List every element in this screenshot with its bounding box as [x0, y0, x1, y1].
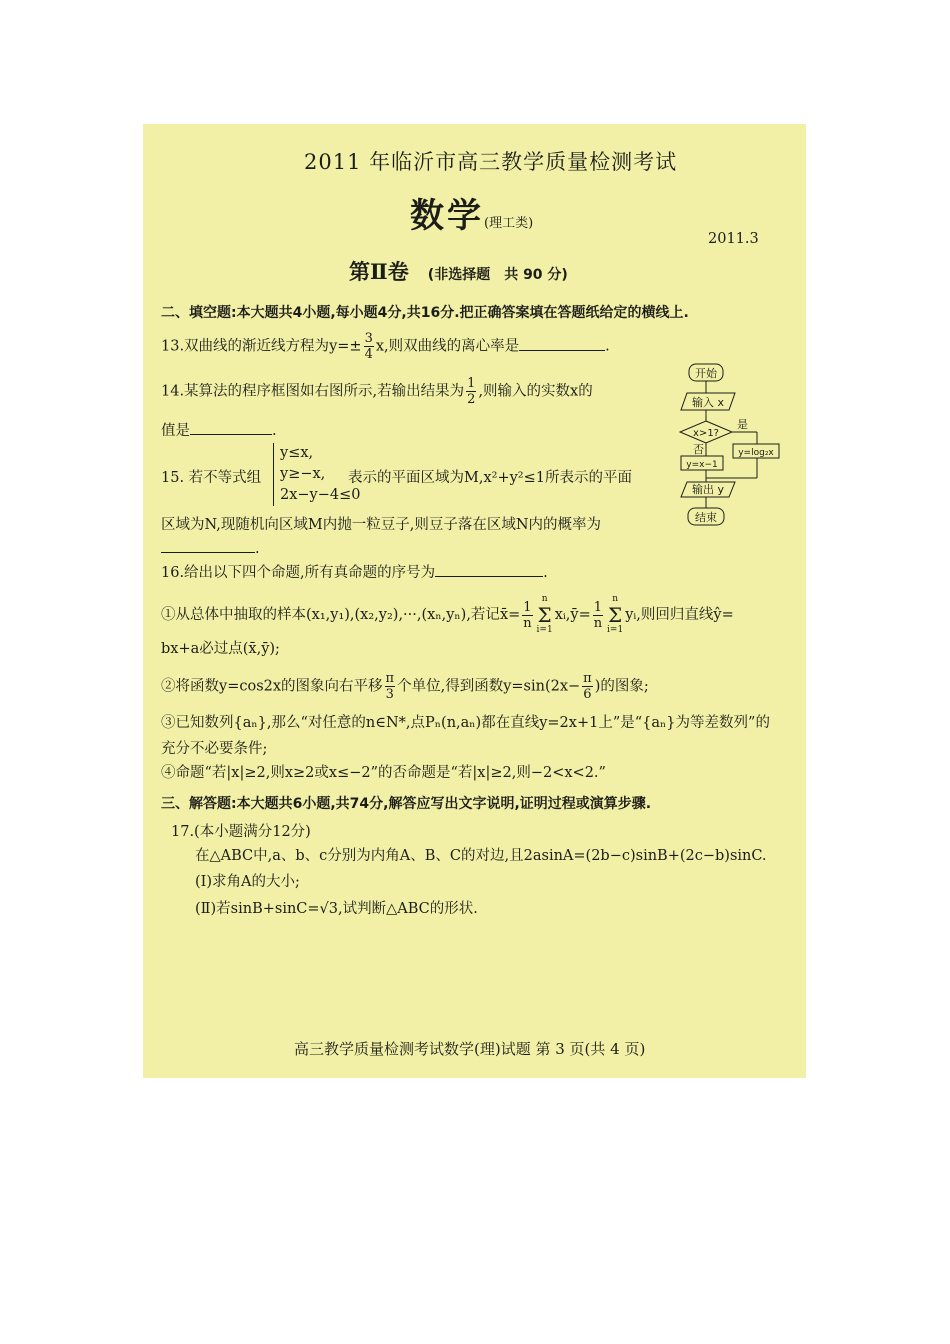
q16-p1-sigma-2: n Σ i=1 [607, 594, 624, 635]
subject-name: 数学 [410, 196, 484, 236]
question-14 [161, 376, 593, 407]
q15-end: . [255, 541, 260, 557]
q17-stem: 在△ABC中,a、b、c分别为内角A、B、C的对边,且2asinA=(2b−c)sinB+(2c−b)sinC. [195, 848, 767, 864]
q14-answer-blank [190, 434, 272, 435]
q16-end: . [543, 565, 548, 581]
q16-proposition-2 [161, 671, 649, 702]
exam-sheet [143, 124, 806, 1078]
q16-p2-frac2-num: π [583, 671, 592, 686]
volume-note: (非选择题 共 90 分) [427, 267, 568, 283]
exam-title: 2011 年临沂市高三教学质量检测考试 [304, 150, 678, 174]
q16-p1-sum1: xᵢ, [554, 607, 571, 623]
q15-text-b: 表示的平面区域为M,x²+y²≤1所表示的平面 [348, 470, 632, 486]
q15-answer-blank [161, 552, 255, 553]
subject-heading [410, 188, 533, 237]
q16-p1-frac-2 [593, 600, 603, 631]
q14-text-b: ,则输入的实数x的 [478, 383, 593, 400]
q16-p2-frac-2 [582, 671, 593, 702]
q16-p1-sum2: yᵢ,则回归直线ŷ= [625, 607, 734, 623]
section2-heading: 二、填空题:本大题共4小题,每小题4分,共16分.把正确答案填在答题纸给定的横线上. [161, 305, 689, 321]
q16-p3-a: ③已知数列{aₙ},那么“对任意的n∈N*,点Pₙ(n,aₙ)都在直线y=2x+1上”是“{aₙ}为等差数列”的 [161, 715, 770, 731]
flow-output-label: 输出 y [691, 483, 725, 496]
q14-fraction [466, 376, 476, 407]
q16-p1-frac1-num: 1 [523, 599, 532, 615]
q16-p1-sigma1-bot: i=1 [536, 625, 553, 635]
q15-ineq-2: y≥−x, [280, 466, 326, 482]
q16-p2-frac2-den: 6 [583, 687, 592, 702]
page-footer: 高三教学质量检测考试数学(理)试题 第 3 页(共 4 页) [294, 1040, 646, 1058]
q16-p2-c: )的图象; [594, 678, 649, 695]
q14-line2 [161, 422, 277, 440]
q13-text-a: 13.双曲线的渐近线方程为 [161, 338, 330, 355]
q16-p2-frac-1 [385, 671, 396, 702]
q16-p1-frac2-num: 1 [593, 599, 603, 615]
q15-line3 [161, 540, 260, 558]
q14-end: . [272, 423, 277, 439]
q14-frac-num: 1 [467, 376, 476, 391]
q16-p1-xbar: x̄= [499, 607, 521, 623]
flow-right-label: y=log₂x [738, 448, 774, 458]
section3-heading: 三、解答题:本大题共6小题,共74分,解答应写出文字说明,证明过程或演算步骤. [161, 796, 652, 812]
q15-text-c: 区域为N,现随机向区域M内抛一粒豆子,则豆子落在区域N内的概率为 [161, 517, 602, 533]
q17-label: 17.(本小题满分12分) [171, 824, 311, 840]
q14-text-c: 值是 [161, 423, 190, 439]
exam-date: 2011.3 [708, 231, 759, 247]
q15-ineq-3: 2x−y−4≤0 [280, 487, 361, 503]
q16-answer-blank [435, 576, 543, 577]
q17-part1: (Ⅰ)求角A的大小; [195, 874, 300, 890]
flow-no-label: 否 [693, 443, 704, 456]
q16-p1-ybar: ȳ= [570, 607, 591, 623]
question-13 [161, 331, 610, 362]
flow-input-label: 输入 x [691, 396, 725, 409]
volume-heading [349, 256, 568, 286]
q16-p2-frac1-num: π [385, 671, 395, 686]
subject-type: (理工类) [484, 216, 534, 231]
q15-prefix: 15. 若不等式组 [161, 470, 262, 486]
q16-p1-frac-1 [522, 600, 532, 631]
q13-frac-num: 3 [364, 331, 373, 346]
q16-p1-a: ①从总体中抽取的样本(x₁,y₁),(x₂,y₂),···,(xₙ,yₙ),若记 [161, 607, 500, 623]
q16-p1-sigma2-bot: i=1 [607, 625, 624, 635]
q16-p1-b: bx+a必过点(x̄,ȳ); [161, 641, 280, 657]
q13-fraction [364, 331, 374, 362]
q13-end: . [605, 338, 610, 355]
q16-text: 16.给出以下四个命题,所有真命题的序号为 [161, 565, 436, 581]
q13-text-b: y=± [329, 338, 362, 355]
flowchart [673, 360, 783, 530]
q16-proposition-4: ④命题“若|x|≥2,则x≥2或x≤−2”的否命题是“若|x|≥2,则−2<x<2.” [161, 765, 606, 781]
flow-left-label: y=x−1 [686, 460, 718, 470]
q16-p1-sigma2-top: n [612, 594, 619, 604]
q15-ineq-1: y≤x, [280, 445, 314, 461]
q16-p2-b: 个单位,得到函数y=sin(2x− [397, 678, 581, 695]
flow-yes-label: 是 [737, 418, 748, 431]
flow-end-label: 结束 [695, 511, 717, 524]
flow-condition-label: x>1? [693, 428, 719, 439]
q17-part2: (Ⅱ)若sinB+sinC=√3,试判断△ABC的形状. [195, 901, 478, 917]
q14-text-a: 14.某算法的程序框图如右图所示,若输出结果为 [161, 383, 465, 400]
volume-label: 第Ⅱ卷 [349, 259, 409, 284]
q16-p1-frac2-den: n [593, 615, 603, 631]
q16-p1-frac1-den: n [523, 615, 532, 631]
flow-start-label: 开始 [695, 367, 717, 380]
q14-frac-den: 2 [467, 392, 476, 407]
q16-p1-sigma-1: n Σ i=1 [536, 594, 553, 635]
q13-frac-den: 4 [364, 347, 373, 362]
q16-p3-b: 充分不必要条件; [161, 741, 268, 757]
q16-p2-frac1-den: 3 [385, 687, 394, 702]
q16-p2-a: ②将函数y=cos2x的图象向右平移 [161, 678, 383, 695]
q13-text-c: x,则双曲线的离心率是 [375, 338, 520, 355]
q13-answer-blank [519, 350, 605, 351]
question-16 [161, 564, 548, 582]
q16-p1-sigma1-top: n [541, 594, 548, 604]
q16-proposition-1 [161, 594, 734, 636]
